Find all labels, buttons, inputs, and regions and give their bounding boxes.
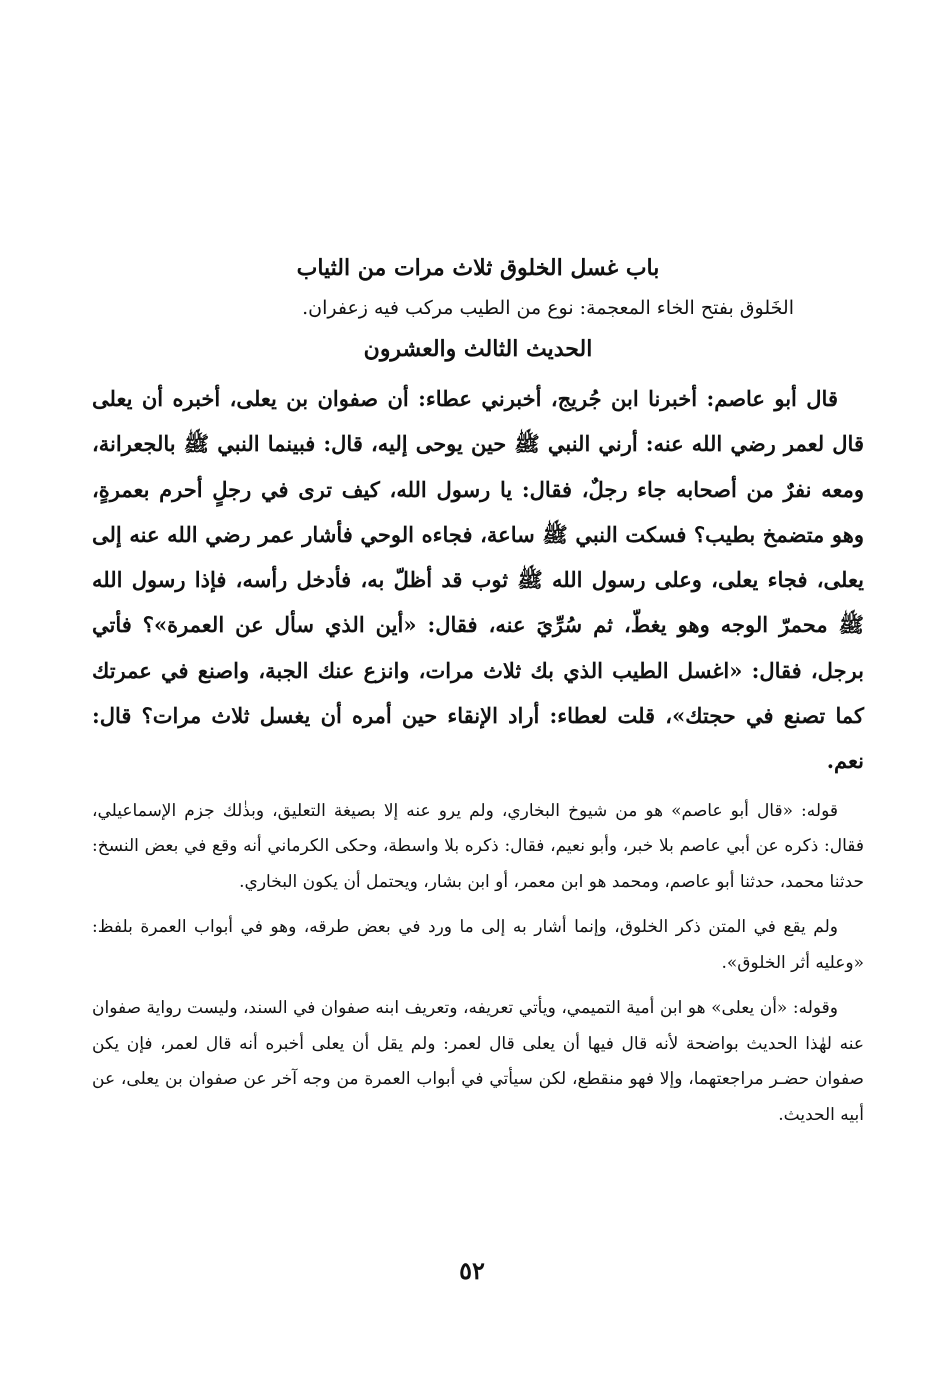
commentary-paragraph: قوله: «قال أبو عاصم» هو من شيوخ البخاري، ولم يرو عنه إلا بصيغة التعليق، وبذٰلك جزم الإسماعيلي، فقال: ذكره عن أبي عاصم بلا خبر، وأبو نعيم، فقال: ذكره بلا واسطة، وحكى الكرماني أنه وقع في بعض النسخ: حدثنا محمد، حدثنا أبو عاصم، ومحمد هو ابن معمر، أو ابن بشار، ويحتمل أن يكون البخاري. [92,800,864,892]
page-number: ٥٢ [459,1256,485,1285]
gloss-note: الخَلوق بفتح الخاء المعجمة: نوع من الطيب مركب فيه زعفران. [302,297,794,319]
hadith-text: قال أبو عاصم: أخبرنا ابن جُريج، أخبرني عطاء: أن صفوان بن يعلى، أخبره أن يعلى قال لعمر رضي الله عنه: أرني النبي ﷺ حين يوحى إليه، قال: فبينما النبي ﷺ بالجعرانة، ومعه نفرٌ من أصحابه جاء رجلٌ، فقال: يا رسول الله، كيف ترى في رجلٍ أحرم بعمرةٍ، وهو متضمخ بطيب؟ فسكت النبي ﷺ ساعة، فجاءه الوحي فأشار عمر رضي الله عنه إلى يعلى، فجاء يعلى، وعلى رسول الله ﷺ ثوب قد أظلّ به، فأدخل رأسه، فإذا رسول الله ﷺ محمرّ الوجه وهو يغطّ، ثم سُرِّيَ عنه، فقال: «أين الذي سأل عن العمرة»؟ فأتي برجل، فقال: «اغسل الطيب الذي بك ثلاث مرات، وانزع عنك الجبة، واصنع في عمرتك كما تصنع في حجتك»، قلت لعطاء: أراد الإنقاء حين أمره أن يغسل ثلاث مرات؟ قال: نعم. [92,386,864,774]
hadith-title: الحديث الثالث والعشرون [363,336,593,362]
chapter-title: باب غسل الخلوق ثلاث مرات من الثياب [296,255,660,281]
commentary-paragraph: ولم يقع في المتن ذكر الخلوق، وإنما أشار به إلى ما ورد في بعض طرقه، وهو في أبواب العمرة بلفظ: «وعليه أثر الخلوق». [92,917,864,973]
page-content [92,248,864,1143]
commentary-paragraph: وقوله: «أن يعلى» هو ابن أمية التميمي، ويأتي تعريفه، وتعريف ابنه صفوان في السند، وليست رواية صفوان عنه لهٰذا الحديث بواضحة لأنه قال فيها أن يعلى قال لعمر: ولم يقل أن يعلى أخبره أنه قال لعمر، فإن يكن صفوان حضـر مراجعتهما، وإلا فهو منقطع، لكن سيأتي في أبواب العمرة من وجه آخر عن صفوان بن يعلى، عن أبيه الحديث. [92,998,864,1125]
